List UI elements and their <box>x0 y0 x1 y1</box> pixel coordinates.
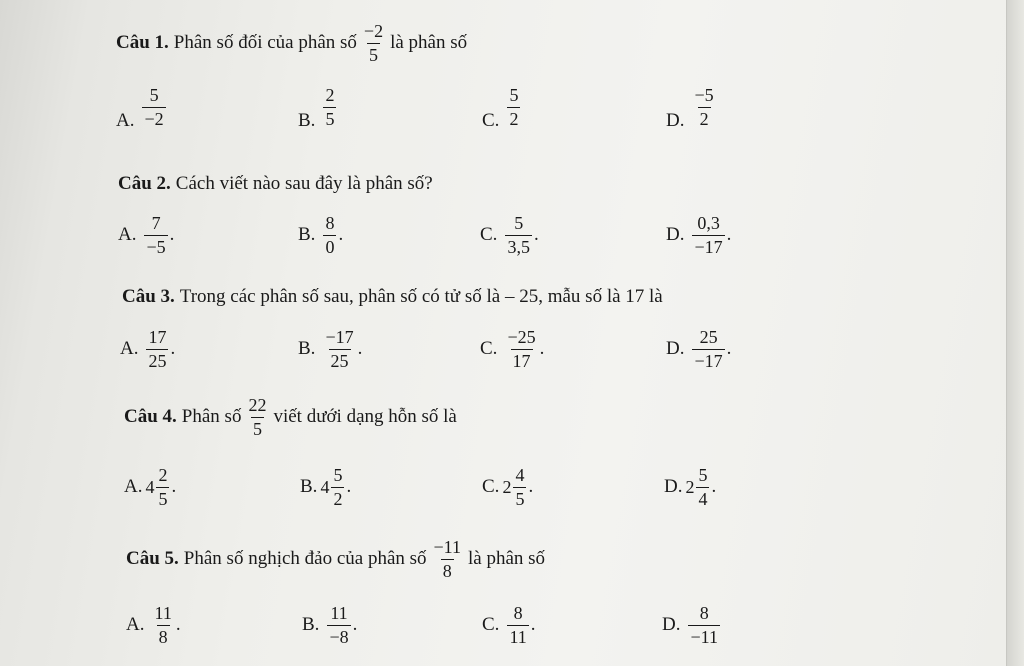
option-letter: C. <box>480 224 498 246</box>
q1-option-a[interactable] <box>116 85 171 143</box>
question-5-stem <box>126 538 545 581</box>
q3-option-c[interactable] <box>480 328 544 371</box>
q1-option-c[interactable] <box>482 85 525 143</box>
period: . <box>175 614 181 636</box>
stem-text: Phân số đối của phân số <box>173 32 357 54</box>
option-fraction <box>513 466 526 509</box>
option-letter: A. <box>120 338 139 360</box>
option-letter: C. <box>482 110 500 132</box>
question-label: Câu 3. <box>122 286 175 307</box>
option-letter: D. <box>662 614 681 636</box>
period: . <box>530 614 536 636</box>
numerator: −17 <box>325 327 354 347</box>
denominator: 0 <box>325 236 335 257</box>
q5-option-c[interactable] <box>482 604 536 647</box>
stem-text: Phân số nghịch đảo của phân số <box>183 548 427 570</box>
option-fraction <box>142 86 165 129</box>
numerator: 25 <box>699 327 718 347</box>
q3-option-b[interactable] <box>298 328 362 371</box>
question-label: Câu 4. <box>124 406 177 428</box>
denominator: 2 <box>333 488 343 509</box>
period: . <box>338 224 344 246</box>
period: . <box>539 338 545 360</box>
denominator: −11 <box>690 626 718 647</box>
option-letter: C. <box>482 476 500 498</box>
option-fraction <box>156 466 169 509</box>
denominator: 11 <box>509 626 527 647</box>
numerator: 17 <box>148 327 167 347</box>
option-fraction <box>505 214 532 257</box>
option-fraction <box>692 86 715 129</box>
whole-part: 2 <box>685 476 695 497</box>
mixed-number <box>685 465 717 509</box>
numerator: 5 <box>514 213 524 233</box>
option-letter: A. <box>118 224 137 246</box>
denominator: 17 <box>512 350 531 371</box>
option-letter: D. <box>666 338 685 360</box>
period: . <box>346 476 352 498</box>
denominator: 5 <box>369 44 378 65</box>
q4-option-d[interactable] <box>664 466 716 509</box>
denominator: −2 <box>144 108 164 129</box>
option-letter: B. <box>298 110 316 132</box>
numerator: −5 <box>694 85 714 105</box>
question-1-stem <box>116 22 467 65</box>
option-fraction <box>507 86 520 129</box>
option-letter: D. <box>664 476 683 498</box>
numerator: 8 <box>325 213 335 233</box>
denominator: 5 <box>515 488 525 509</box>
mixed-number <box>145 465 177 509</box>
numerator: 2 <box>325 85 335 105</box>
stem-fraction <box>432 538 463 581</box>
numerator: 22 <box>248 395 267 415</box>
option-letter: C. <box>480 338 498 360</box>
numerator: 4 <box>515 465 525 485</box>
numerator: −25 <box>507 327 536 347</box>
stem-text: Trong các phân số sau, phân số có tử số là – 25, mẫu số là 17 là <box>179 286 663 307</box>
period: . <box>533 224 539 246</box>
q5-option-a[interactable] <box>126 604 181 647</box>
option-letter: D. <box>666 110 685 132</box>
option-fraction <box>323 214 336 257</box>
question-label: Câu 1. <box>116 32 169 54</box>
q2-option-c[interactable] <box>480 214 539 257</box>
numerator: 11 <box>330 603 348 623</box>
option-fraction <box>323 328 355 371</box>
q1-option-b[interactable] <box>298 85 341 143</box>
option-letter: B. <box>302 614 320 636</box>
stem-text: Phân số <box>181 406 242 428</box>
whole-part: 2 <box>502 476 512 497</box>
numerator: 5 <box>149 85 159 105</box>
numerator: 8 <box>699 603 709 623</box>
stem-text: Cách viết nào sau đây là phân số? <box>175 173 433 194</box>
option-fraction <box>152 604 173 647</box>
period: . <box>170 338 176 360</box>
denominator: −5 <box>146 236 166 257</box>
denominator: −8 <box>329 626 349 647</box>
period: . <box>171 476 177 498</box>
denominator: 8 <box>442 560 452 581</box>
q4-option-b[interactable] <box>300 466 351 509</box>
denominator: −17 <box>694 236 723 257</box>
q2-option-b[interactable] <box>298 214 343 257</box>
denominator: 4 <box>698 488 708 509</box>
denominator: 2 <box>699 108 709 129</box>
stem-fraction <box>362 22 385 65</box>
option-letter: C. <box>482 614 500 636</box>
stem-text-after: viết dưới dạng hỗn số là <box>273 406 457 428</box>
period: . <box>711 476 717 498</box>
denominator: 2 <box>509 108 519 129</box>
option-letter: A. <box>124 476 143 498</box>
numerator: 0,3 <box>697 213 720 233</box>
option-fraction <box>331 466 344 509</box>
option-fraction <box>507 604 528 647</box>
option-letter: A. <box>116 110 135 132</box>
numerator: 11 <box>154 603 172 623</box>
q5-option-d[interactable] <box>662 604 722 647</box>
option-fraction <box>146 328 168 371</box>
period: . <box>357 338 363 360</box>
period: . <box>726 338 732 360</box>
option-fraction <box>327 604 350 647</box>
numerator: −11 <box>433 537 462 557</box>
denominator: 5 <box>325 108 335 129</box>
stem-text-after: là phân số <box>468 548 546 570</box>
option-fraction <box>688 604 719 647</box>
denominator: 5 <box>158 488 168 509</box>
period: . <box>352 614 358 636</box>
option-letter: B. <box>300 476 318 498</box>
option-fraction <box>144 214 167 257</box>
q3-option-a[interactable] <box>120 328 175 371</box>
stem-text-after: là phân số <box>390 32 468 54</box>
option-fraction <box>692 328 724 371</box>
question-label: Câu 2. <box>118 173 171 194</box>
period: . <box>726 224 732 246</box>
whole-part: 4 <box>320 476 330 497</box>
question-4-stem <box>124 396 457 439</box>
denominator: −17 <box>694 350 723 371</box>
denominator: 25 <box>148 350 167 371</box>
q3-option-d[interactable] <box>666 328 731 371</box>
mixed-number <box>502 465 534 509</box>
question-3-stem <box>122 286 663 308</box>
option-letter: B. <box>298 338 316 360</box>
mixed-number <box>320 465 352 509</box>
option-letter: D. <box>666 224 685 246</box>
option-fraction <box>696 466 709 509</box>
denominator: 5 <box>252 418 262 439</box>
q4-option-c[interactable] <box>482 466 533 509</box>
q2-option-a[interactable] <box>118 214 174 257</box>
denominator: 25 <box>330 350 349 371</box>
page-edge <box>1006 0 1024 666</box>
option-fraction <box>323 86 336 129</box>
numerator: 2 <box>158 465 168 485</box>
period: . <box>169 224 175 246</box>
period: . <box>528 476 534 498</box>
numerator: 5 <box>698 465 708 485</box>
numerator: 8 <box>513 603 523 623</box>
option-fraction <box>505 328 537 371</box>
numerator: −2 <box>363 21 384 41</box>
whole-part: 4 <box>145 476 155 497</box>
numerator: 7 <box>151 213 161 233</box>
option-letter: B. <box>298 224 316 246</box>
denominator: 3,5 <box>507 236 530 257</box>
q2-option-d[interactable] <box>666 214 731 257</box>
option-letter: A. <box>126 614 145 636</box>
q1-option-d[interactable] <box>666 85 721 143</box>
question-2-stem <box>118 173 433 195</box>
option-fraction <box>692 214 724 257</box>
q4-option-a[interactable] <box>124 466 176 509</box>
stem-fraction <box>246 396 268 439</box>
numerator: 5 <box>333 465 343 485</box>
denominator: 8 <box>158 626 168 647</box>
q5-option-b[interactable] <box>302 604 357 647</box>
numerator: 5 <box>509 85 519 105</box>
question-label: Câu 5. <box>126 548 179 570</box>
